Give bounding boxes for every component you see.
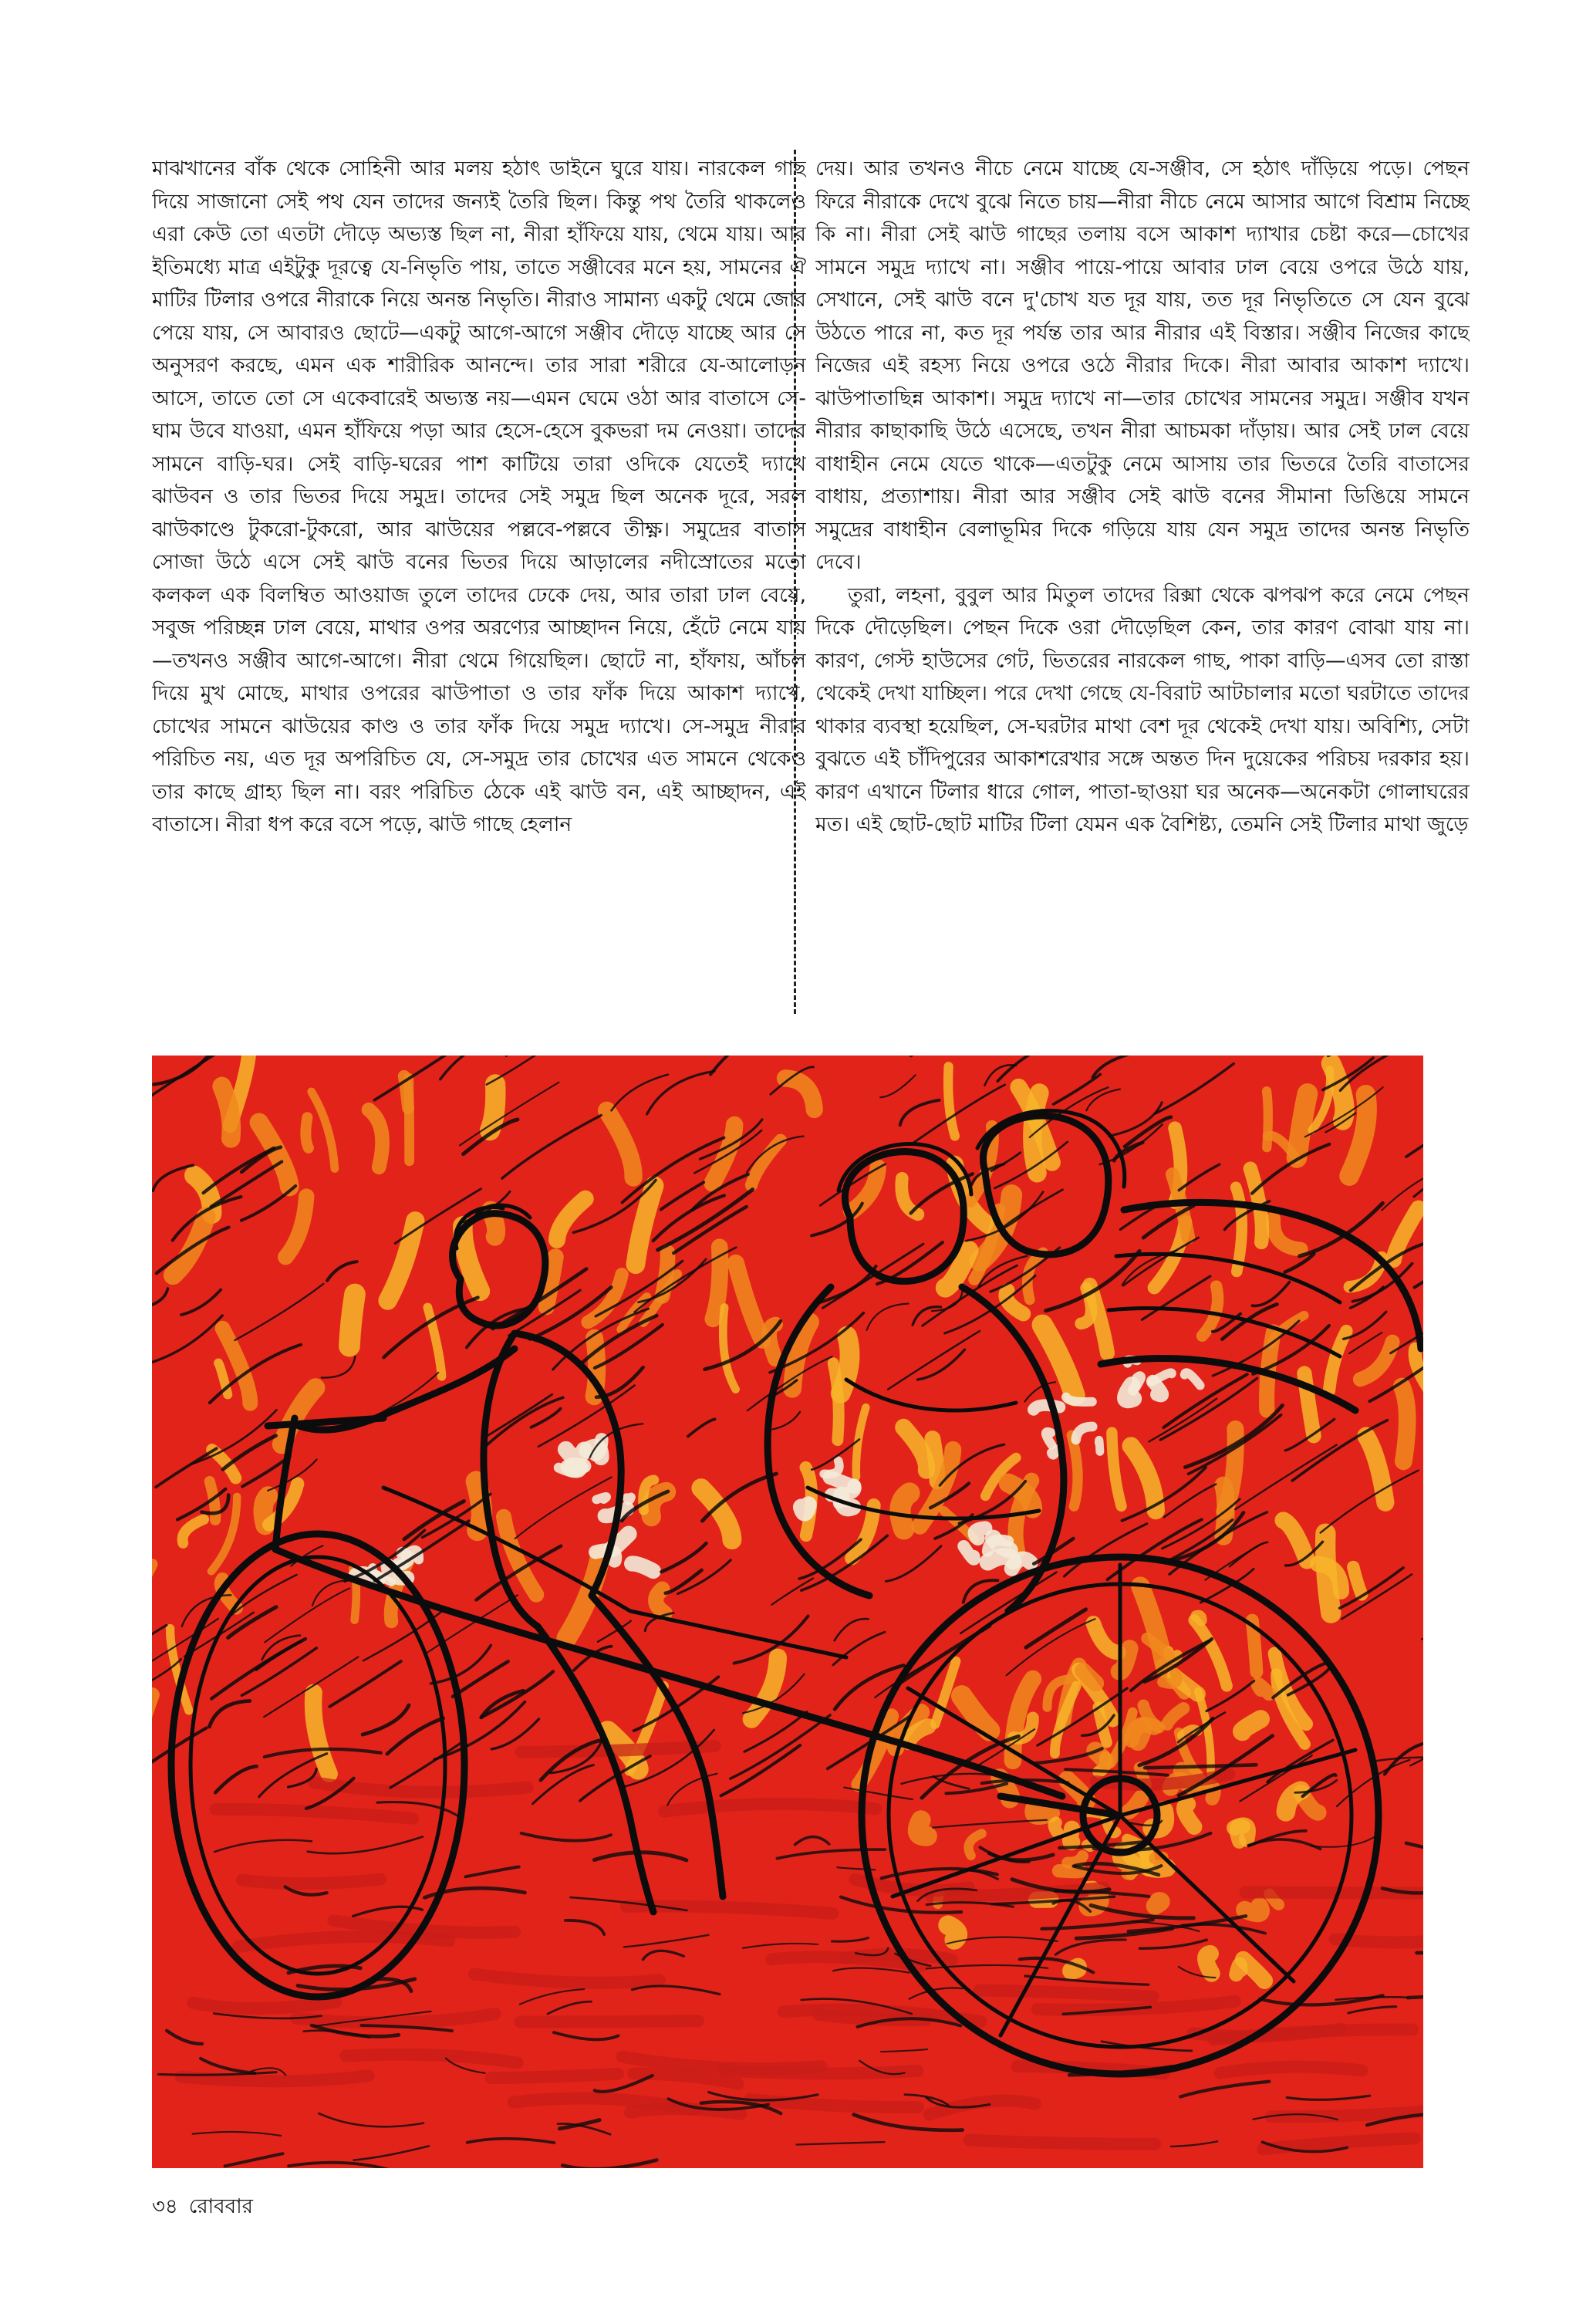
paragraph: তুরা, লহনা, বুবুল আর মিতুল তাদের রিক্সা থেকে ঝপঝপ করে নেমে পেছন দিকে দৌড়েছিল। পেছন দিকে ওরা দৌড়েছিল কেন, তার কারণ বোঝা যায় না। কারণ, গেস্ট হাউসের গেট, ভিতরের নারকেল গাছ, পাকা বাড়ি—এসব তো রাস্তা থেকেই দেখা যাচ্ছিল। পরে দেখা গেছে যে-বিরাট আটচালার মতো ঘরটাতে তাদের থাকার ব্যবস্থা হয়েছিল, সে-ঘরটার মাথা বেশ দূর থেকেই দেখা যায়। অবিশ্যি, সেটা বুঝতে এই চাঁদিপুরের আকাশরেখার সঙ্গে অন্তত দিন দুয়েকের পরিচয় দরকার হয়। কারণ এখানে টিলার ধারে গোল, পাতা-ছাওয়া ঘর অনেক—অনেকটা গোলাঘরের মত। এই ছোট-ছোট মাটির টিলা যেমন এক বৈশিষ্ট্য, তেমনি সেই টিলার মাথা জুড়ে bbox=[815, 583, 1470, 836]
paragraph: দেয়। আর তখনও নীচে নেমে যাচ্ছে যে-সঞ্জীব, সে হঠাৎ দাঁড়িয়ে পড়ে। পেছন ফিরে নীরাকে দেখে বুঝে নিতে চায়—নীরা নীচে নেমে আসার আগে বিশ্রাম নিচ্ছে কি না। নীরা সেই ঝাউ গাছের তলায় বসে আকাশ দ্যাখার চেষ্টা করে—চোখের সামনে সমুদ্র দ্যাখে না। সঞ্জীব পায়ে-পায়ে আবার ঢাল বেয়ে ওপরে উঠে যায়, সেখানে, সেই ঝাউ বনে দু'চোখ যত দূর যায়, তত দূর নিভৃতিতে সে যেন বুঝে উঠতে পারে না, কত দূর পর্যন্ত তার আর নীরার এই বিস্তার। সঞ্জীব নিজের কাছে নিজের এই রহস্য নিয়ে ওপরে ওঠে নীরার দিকে। নীরা আবার আকাশ দ্যাখে। ঝাউপাতাছিন্ন আকাশ। সমুদ্র দ্যাখে না—তার চোখের সামনের সমুদ্র। সঞ্জীব যখন নীরার কাছাকাছি উঠে এসেছে, তখন নীরা আচমকা দাঁড়ায়। আর সেই ঢাল বেয়ে বাধাহীন নেমে যেতে থাকে—এতটুকু নেমে আসায় তার ভিতরে তৈরি বাতাসের বাধায়, প্রত্যাশায়। নীরা আর সঞ্জীব সেই ঝাউ বনের সীমানা ডিঙিয়ে সামনে সমুদ্রের বাধাহীন বেলাভূমির দিকে গড়িয়ে যায় যেন সমুদ্র তাদের অনন্ত নিভৃতি দেবে। bbox=[815, 157, 1470, 574]
ground-stroke bbox=[980, 1990, 1153, 1996]
warm-stroke bbox=[305, 1117, 309, 1148]
cream-stroke bbox=[1051, 1449, 1057, 1455]
wheel-warm-stroke bbox=[1196, 1616, 1201, 1620]
cream-stroke bbox=[801, 1505, 808, 1513]
cream-stroke bbox=[632, 1563, 653, 1571]
warm-stroke bbox=[1402, 1387, 1407, 1461]
cream-stroke bbox=[596, 1497, 606, 1500]
rickshaw-illustration bbox=[152, 1056, 1423, 2168]
cream-stroke bbox=[1046, 1432, 1051, 1445]
magazine-name: রোববার bbox=[188, 2195, 253, 2218]
wheel-warm-stroke bbox=[917, 1820, 927, 1836]
warm-stroke bbox=[841, 1336, 850, 1393]
wheel-warm-stroke bbox=[1034, 1809, 1051, 1816]
wheel-warm-stroke bbox=[1054, 1822, 1057, 1832]
paragraph: মাঝখানের বাঁক থেকে সোহিনী আর মলয় হঠাৎ ডাইনে ঘুরে যায়। নারকেল গাছ দিয়ে সাজানো সেই পথ যেন তাদের জন্যই তৈরি ছিল। কিন্তু পথ তৈরি থাকলেও এরা কেউ তো এতটা দৌড়ে অভ্যস্ত ছিল না, নীরা হাঁফিয়ে যায়, থেমে যায়। আর ইতিমধ্যে মাত্র এইটুকু দূরত্বে যে-নিভৃতি পায়, তাতে সঞ্জীবের মনে হয়, সামনের ঐ মাটির টিলার ওপরে নীরাকে নিয়ে অনন্ত নিভৃতি। নীরাও সামান্য একটু থেমে জোর পেয়ে যায়, সে আবারও ছোটে—একটু আগে-আগে সঞ্জীব দৌড়ে যাচ্ছে আর সে অনুসরণ করছে, এমন এক শারীরিক আনন্দে। তার সারা শরীরে যে-আলোড়ন আসে, তাতে তো সে একেবারেই অভ্যস্ত নয়—এমন ঘেমে ওঠা আর বাতাসে সে-ঘাম উবে যাওয়া, এমন হাঁফিয়ে পড়া আর হেসে-হেসে বুকভরা দম নেওয়া। তাদের সামনে বাড়ি-ঘর। সেই বাড়ি-ঘরের পাশ কাটিয়ে তারা ওদিকে যেতেই দ্যাখে ঝাউবন ও তার ভিতর দিয়ে সমুদ্র। তাদের সেই সমুদ্র ছিল অনেক দূরে, সরল ঝাউকাণ্ডে টুকরো-টুকরো, আর ঝাউয়ের পল্লবে-পল্লবে তীক্ষ্ণ। সমুদ্রের বাতাস সোজা উঠে এসে সেই ঝাউ বনের ভিতর দিয়ে আড়ালের নদীস্রোতের মতো কলকল এক বিলম্বিত আওয়াজ তুলে তাদের ঢেকে দেয়, আর তারা ঢাল বেয়ে, সবুজ পরিচ্ছন্ন ঢাল বেয়ে, মাথার ওপর অরণ্যের আচ্ছাদন নিয়ে, হেঁটে নেমে যায়—তখনও সঞ্জীব আগে-আগে। নীরা থেমে গিয়েছিল। ছোটে না, হাঁফায়, আঁচল দিয়ে মুখ মোছে, মাথার ওপরের ঝাউপাতা ও তার ফাঁক দিয়ে আকাশ দ্যাখে, চোখের সামনে ঝাউয়ের কাণ্ড ও তার ফাঁক দিয়ে সমুদ্র দ্যাখে। সে-সমুদ্র নীরার পরিচিত নয়, এত দূর অপরিচিত যে, সে-সমুদ্র তার চোখের এত সামনে থেকেও তার কাছে গ্রাহ্য ছিল না। বরং পরিচিত ঠেকে এই ঝাউ বন, এই আচ্ছাদন, এই বাতাসে। নীরা ধপ করে বসে পড়ে, ঝাউ গাছে হেলান bbox=[152, 157, 806, 836]
warm-stroke bbox=[222, 1086, 231, 1138]
cream-stroke bbox=[1098, 1440, 1099, 1451]
cream-stroke bbox=[1012, 1559, 1031, 1569]
ground-stroke bbox=[1220, 2067, 1362, 2073]
warm-stroke bbox=[476, 1481, 481, 1530]
cream-stroke bbox=[567, 1467, 581, 1471]
wheel-warm-stroke bbox=[1206, 1954, 1212, 1974]
warm-stroke bbox=[1297, 1093, 1308, 1157]
cream-stroke bbox=[627, 1497, 632, 1501]
warm-stroke bbox=[1353, 1567, 1362, 1594]
wheel-warm-stroke bbox=[1059, 1871, 1081, 1872]
left-text-column bbox=[152, 153, 806, 1008]
warm-stroke bbox=[1071, 1435, 1078, 1506]
ground-stroke bbox=[193, 2002, 336, 2008]
ground-stroke bbox=[242, 1880, 380, 1884]
warm-stroke bbox=[349, 1294, 355, 1346]
page-footer bbox=[152, 2191, 264, 2222]
ground-stroke bbox=[491, 2074, 618, 2078]
warm-stroke bbox=[900, 1493, 909, 1529]
warm-stroke bbox=[1236, 1187, 1242, 1272]
ground-stroke bbox=[520, 2021, 698, 2022]
wheel-warm-stroke bbox=[1258, 1684, 1270, 1694]
wheel-warm-stroke bbox=[1083, 1670, 1096, 1683]
cream-stroke bbox=[1066, 1397, 1092, 1402]
ground-stroke bbox=[969, 2140, 1155, 2144]
cream-stroke bbox=[1133, 1376, 1140, 1390]
wheel-warm-stroke bbox=[948, 1925, 957, 1940]
wheel-warm-stroke bbox=[1155, 1857, 1163, 1858]
wheel-warm-stroke bbox=[1244, 1906, 1260, 1913]
column-divider bbox=[794, 150, 796, 1014]
ground-stroke bbox=[521, 1746, 715, 1752]
warm-stroke bbox=[1267, 1091, 1268, 1147]
warm-stroke bbox=[409, 1078, 410, 1161]
wheel-warm-stroke bbox=[1068, 1856, 1083, 1863]
wheel-warm-stroke bbox=[1155, 1901, 1161, 1906]
wheel-warm-stroke bbox=[1237, 1826, 1244, 1841]
warm-stroke bbox=[656, 1589, 665, 1613]
right-text-column bbox=[815, 153, 1470, 1008]
wheel-warm-stroke bbox=[1071, 1967, 1078, 1971]
wheel-warm-stroke bbox=[1184, 1804, 1194, 1826]
page-number: ৩৪ bbox=[152, 2195, 178, 2218]
ground-stroke bbox=[181, 2076, 369, 2081]
illustration-canvas bbox=[152, 1056, 1423, 2168]
wheel-warm-stroke bbox=[1138, 1727, 1142, 1741]
cream-stroke bbox=[975, 1529, 986, 1539]
wheel-warm-stroke bbox=[1242, 1719, 1261, 1732]
